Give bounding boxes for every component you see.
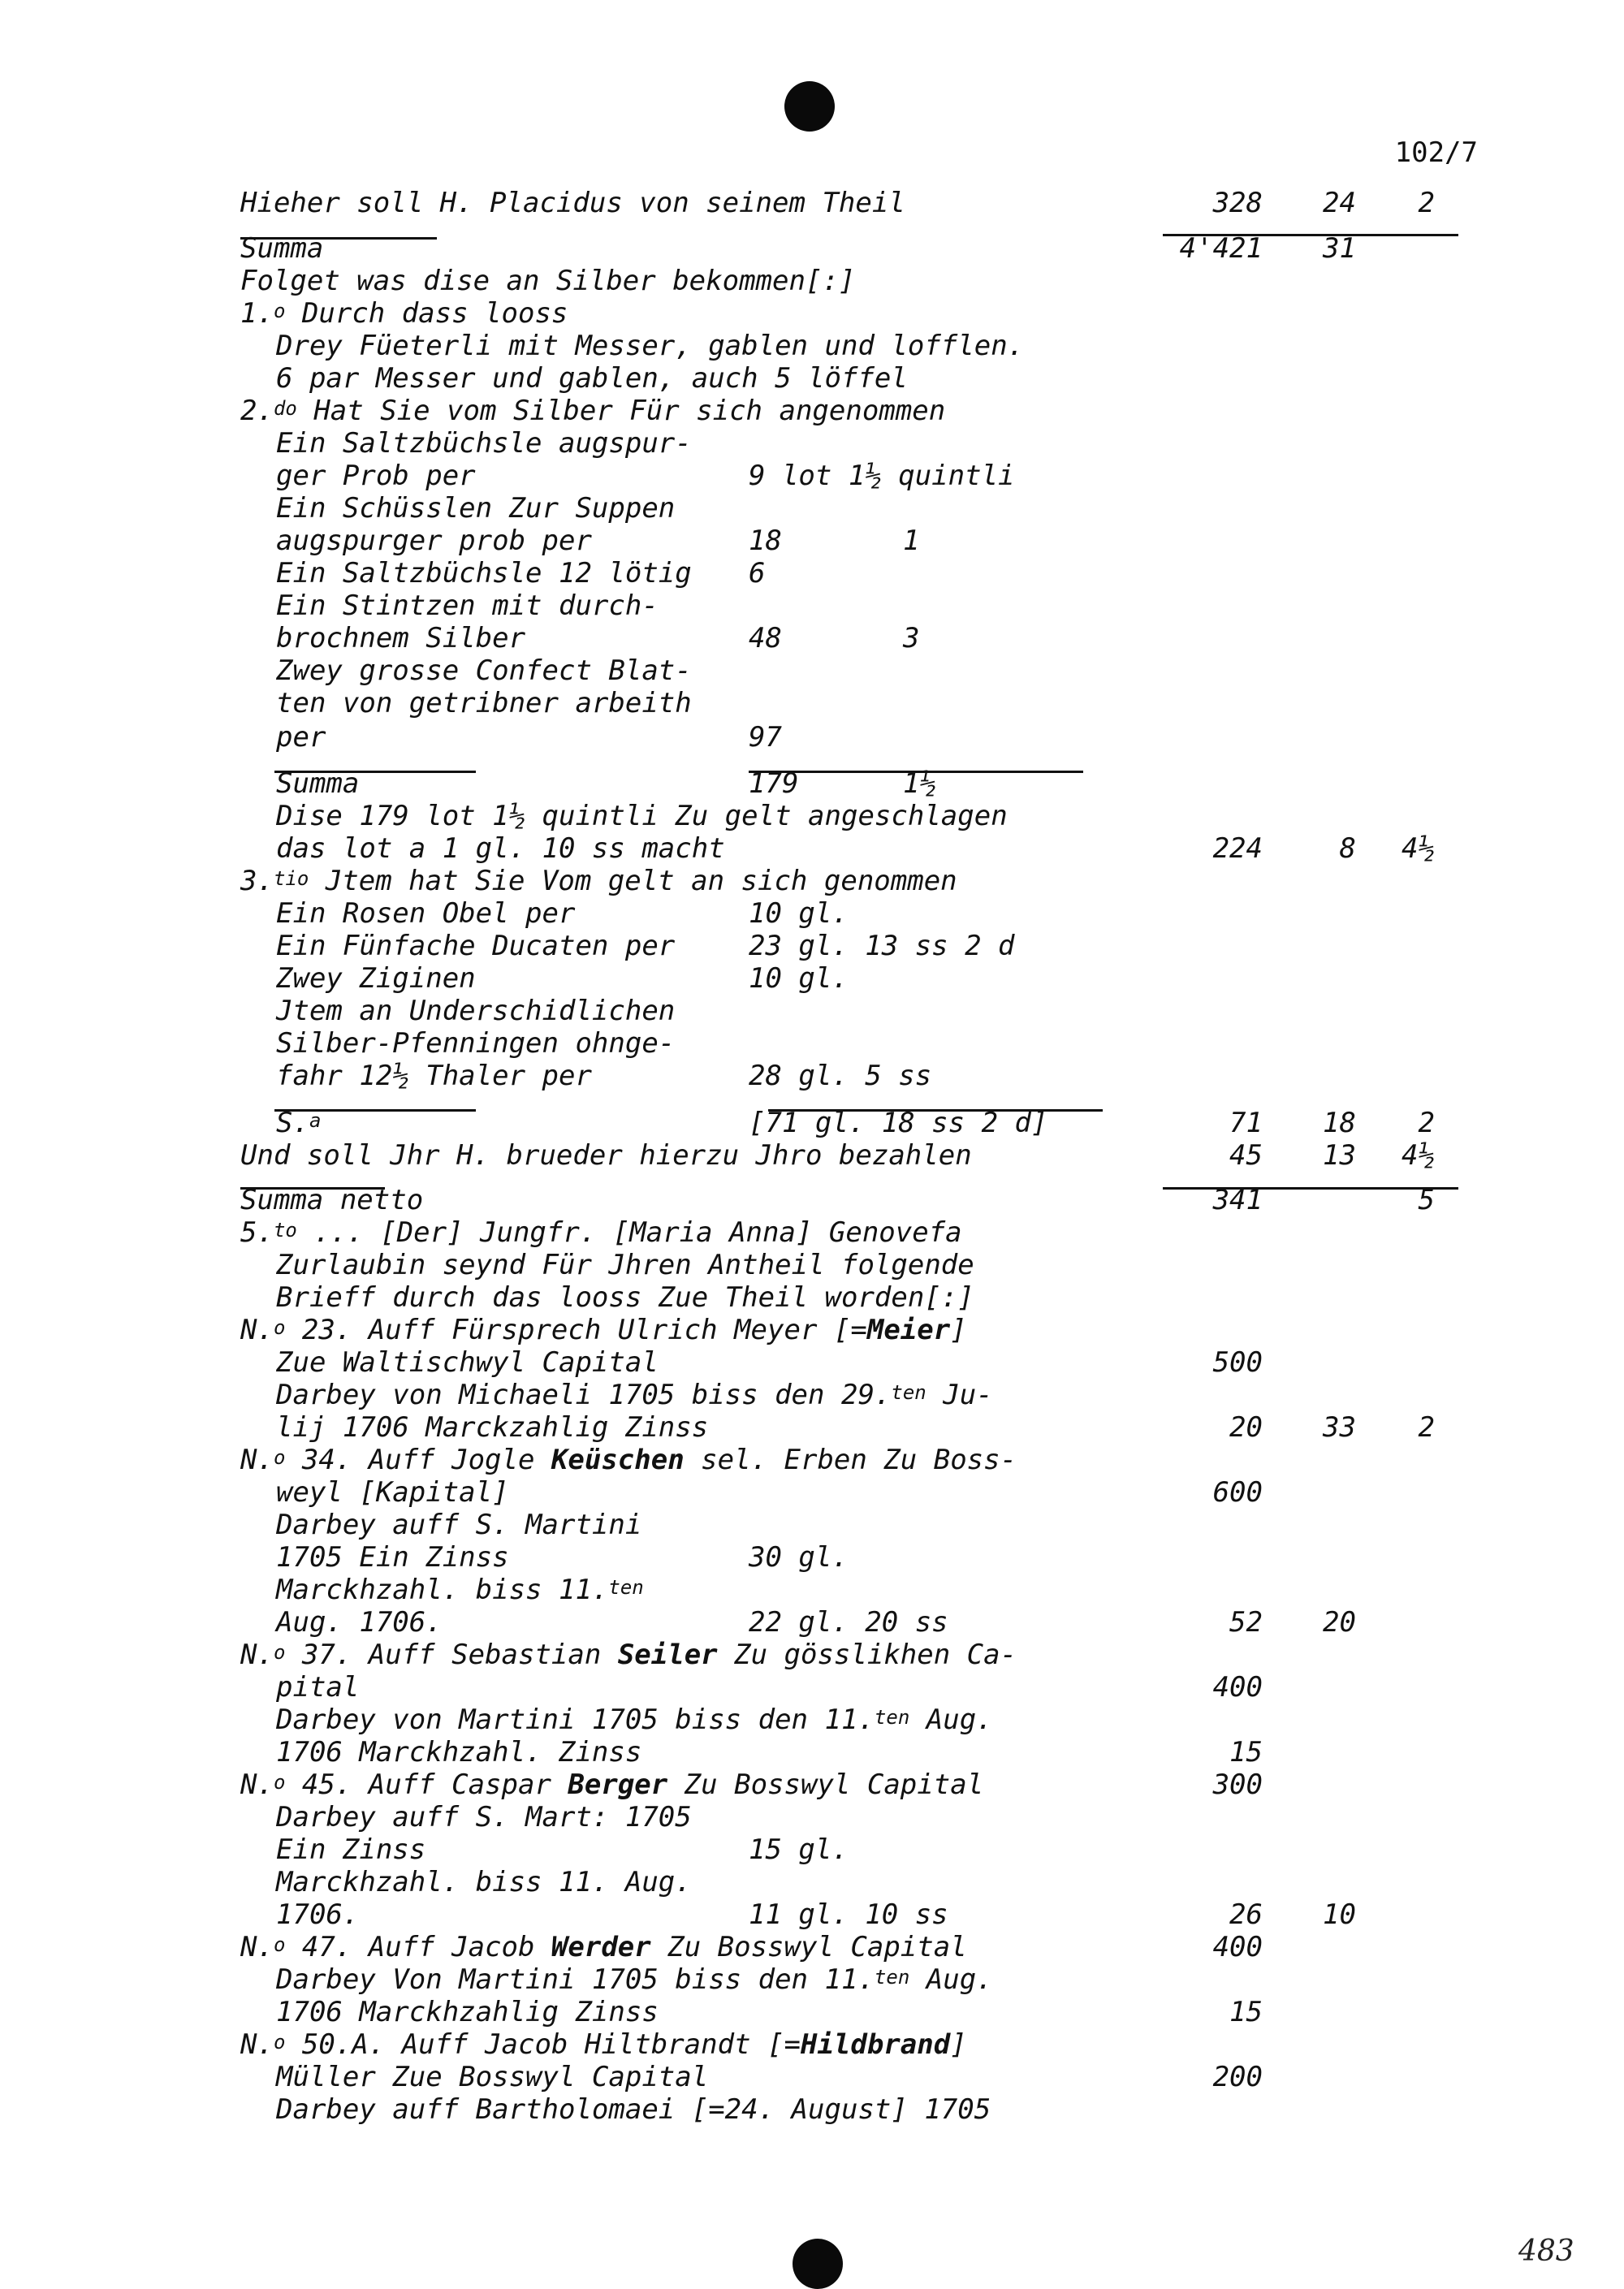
text-segment: 1706 Marckhzahlig Zinss <box>276 1996 659 2028</box>
text-segment: N. <box>240 2028 274 2061</box>
line-text <box>276 1574 644 1606</box>
line-text <box>240 395 945 427</box>
text-segment: Summa <box>240 232 324 265</box>
line-text <box>276 2093 991 2126</box>
text-segment: Jtem hat Sie Vom gelt an sich genommen <box>309 865 957 897</box>
text-segment: 5. <box>240 1216 274 1249</box>
ledger-line <box>0 427 1624 460</box>
ledger-line <box>0 1704 1624 1736</box>
superscript: a <box>309 1109 322 1132</box>
amount-gulden: 400 <box>1212 1671 1263 1704</box>
ledger-line <box>0 1411 1624 1444</box>
text-segment: Ein Saltzbüchsle 12 lötig <box>276 557 692 590</box>
text-segment: Darbey auff S. Martini <box>276 1509 642 1541</box>
superscript: o <box>273 2031 286 2054</box>
text-segment: lij 1706 Marckzahlig Zinss <box>276 1411 709 1444</box>
ledger-line <box>0 1574 1624 1606</box>
sub-amount: 48 <box>749 622 782 654</box>
text-segment: Ein Fünfache Ducaten per <box>276 930 676 962</box>
ledger-line <box>0 654 1624 687</box>
superscript: ten <box>874 1966 910 1989</box>
line-text <box>276 2061 708 2093</box>
text-segment: 23. Auff Fürsprech Ulrich Meyer [= <box>285 1314 867 1346</box>
amount-gulden: 328 <box>1212 187 1263 219</box>
text-segment: das lot a 1 gl. 10 ss macht <box>276 832 725 865</box>
sub-amount: 23 gl. 13 ss 2 d <box>749 930 1015 962</box>
superscript: ten <box>874 1706 910 1729</box>
sub-amount: 22 gl. 20 ss <box>749 1606 948 1639</box>
sub-amount: 11 gl. 10 ss <box>749 1898 948 1931</box>
text-segment: Darbey auff Bartholomaei [=24. August] 1705 <box>276 2093 991 2126</box>
text-segment: brochnem Silber <box>276 622 526 654</box>
amount-gulden: 20 <box>1229 1411 1263 1444</box>
ledger-line <box>0 1931 1624 1963</box>
text-segment: Zurlaubin seynd Für Jhren Antheil folgende <box>276 1249 974 1281</box>
line-text <box>276 995 675 1027</box>
ledger-line <box>0 1060 1624 1092</box>
text-segment: ger Prob per <box>276 460 476 492</box>
text-segment: weyl [Kapital] <box>276 1476 509 1509</box>
text-segment: 34. Auff Jogle <box>285 1444 551 1476</box>
text-segment: N. <box>240 1444 274 1476</box>
superscript: o <box>273 1771 286 1794</box>
bold-name: Keüschen <box>551 1444 685 1476</box>
sum-rule-silver <box>749 771 1083 773</box>
superscript: o <box>273 300 286 322</box>
superscript: o <box>273 1316 286 1339</box>
text-segment: Aug. <box>909 1963 993 1996</box>
bold-name: Meier <box>866 1314 951 1346</box>
text-segment: Dise 179 lot 1½ quintli Zu gelt angeschlagen <box>276 800 1008 832</box>
line-text <box>276 622 525 654</box>
sub-amount: 30 gl. <box>749 1541 849 1574</box>
ledger-line <box>0 995 1624 1027</box>
amount-denar: 4½ <box>1402 1139 1435 1172</box>
text-segment: Ein Rosen Obel per <box>276 897 576 930</box>
text-segment: ... [Der] Jungfr. [Maria Anna] Genovefa <box>296 1216 962 1249</box>
underline-und-soll <box>240 1187 385 1190</box>
line-text <box>276 930 675 962</box>
text-segment: Darbey von Martini 1705 biss den 11. <box>276 1704 875 1736</box>
text-segment: Marckhzahl. biss 11. Aug. <box>276 1866 692 1898</box>
text-segment: 1705 Ein Zinss <box>276 1541 509 1574</box>
ledger-line <box>0 1898 1624 1931</box>
line-text <box>276 1801 692 1833</box>
sub-amount: 9 lot 1½ quintli <box>749 460 1015 492</box>
bold-name: Werder <box>551 1931 651 1963</box>
ledger-line <box>0 1866 1624 1898</box>
text-segment: ] <box>950 2028 967 2061</box>
ledger-line <box>0 1769 1624 1801</box>
ledger-line <box>0 1541 1624 1574</box>
text-segment: pital <box>276 1671 360 1704</box>
line-text <box>276 1281 974 1314</box>
amount-schilling: 8 <box>1339 832 1356 865</box>
ledger-line <box>0 395 1624 427</box>
text-segment: Ein Saltzbüchsle augspur- <box>276 427 692 460</box>
line-text <box>240 2028 967 2061</box>
superscript: o <box>273 1641 286 1664</box>
ledger-line <box>0 1027 1624 1060</box>
superscript: to <box>273 1219 297 1242</box>
text-segment: Zu Bosswyl Capital <box>667 1769 984 1801</box>
text-segment: 3. <box>240 865 274 897</box>
amount-gulden: 400 <box>1212 1931 1263 1963</box>
line-text <box>276 800 1008 832</box>
ledger-line <box>0 865 1624 897</box>
line-text <box>276 1671 359 1704</box>
amount-gulden: 4'421 <box>1179 232 1263 265</box>
text-segment: Folget was dise an Silber bekommen[:] <box>240 265 856 297</box>
line-text <box>240 865 957 897</box>
ledger-line <box>0 1639 1624 1671</box>
amount-gulden: 52 <box>1229 1606 1263 1639</box>
line-text <box>276 1996 659 2028</box>
text-segment: ] <box>950 1314 967 1346</box>
line-text <box>276 832 725 865</box>
text-segment: Aug. <box>909 1704 993 1736</box>
sub-amount: 97 <box>749 721 782 754</box>
superscript: o <box>273 1446 286 1469</box>
sub-amount: 179 <box>749 767 799 800</box>
ledger-line <box>0 1314 1624 1346</box>
line-text <box>276 590 659 622</box>
amount-schilling: 10 <box>1323 1898 1356 1931</box>
text-segment: 50.A. Auff Jacob Hiltbrandt [= <box>285 2028 801 2061</box>
amount-gulden: 15 <box>1229 1996 1263 2028</box>
sub-quintli: 1 <box>903 525 920 557</box>
amount-denar: 2 <box>1418 187 1435 219</box>
line-text <box>276 721 326 754</box>
text-segment: N. <box>240 1639 274 1671</box>
text-segment: Durch dass looss <box>285 297 568 330</box>
ledger-line <box>0 2061 1624 2093</box>
amount-schilling: 18 <box>1323 1107 1356 1139</box>
text-segment: per <box>276 721 326 754</box>
ledger-line <box>0 330 1624 362</box>
line-text <box>276 1541 509 1574</box>
bold-name: Berger <box>568 1769 668 1801</box>
ledger-line <box>0 1379 1624 1411</box>
text-segment: Summa <box>276 767 360 800</box>
column-rule-netto <box>1163 1187 1458 1190</box>
ledger-line <box>0 187 1624 219</box>
text-segment: Darbey Von Martini 1705 biss den 11. <box>276 1963 875 1996</box>
amount-gulden: 600 <box>1212 1476 1263 1509</box>
ledger-line <box>0 2028 1624 2061</box>
text-segment: Hieher soll H. Placidus von seinem Theil <box>240 187 905 219</box>
ledger-line <box>0 721 1624 754</box>
sub-amount: [71 gl. 18 ss 2 d] <box>749 1107 1048 1139</box>
text-segment: ten von getribner arbeith <box>276 687 692 719</box>
text-segment: Marckhzahl. biss 11. <box>276 1574 609 1606</box>
text-segment: 6 par Messer und gablen, auch 5 löffel <box>276 362 908 395</box>
text-segment: 1706. <box>276 1898 360 1931</box>
ledger-line <box>0 1444 1624 1476</box>
text-segment: Ein Schüsslen Zur Suppen <box>276 492 676 525</box>
ledger-line <box>0 362 1624 395</box>
sub-quintli: 3 <box>903 622 920 654</box>
text-segment: N. <box>240 1769 274 1801</box>
line-text <box>276 557 692 590</box>
line-text <box>276 1606 443 1639</box>
ledger-line <box>0 1606 1624 1639</box>
text-segment: 1706 Marckhzahl. Zinss <box>276 1736 642 1769</box>
superscript: o <box>273 1933 286 1956</box>
superscript: tio <box>273 867 309 890</box>
text-segment: Darbey auff S. Mart: 1705 <box>276 1801 692 1833</box>
amount-denar: 5 <box>1418 1184 1435 1216</box>
text-segment: N. <box>240 1314 274 1346</box>
amount-gulden: 500 <box>1212 1346 1263 1379</box>
superscript: do <box>273 397 297 420</box>
text-segment: Ein Stintzen mit durch- <box>276 590 659 622</box>
ledger-line <box>0 897 1624 930</box>
sub-amount: 10 gl. <box>749 897 849 930</box>
line-text <box>240 1139 972 1172</box>
line-text <box>240 187 905 219</box>
line-text <box>276 1963 993 1996</box>
line-text <box>240 1444 1017 1476</box>
page-number: 102/7 <box>1394 136 1478 169</box>
ledger-line <box>0 622 1624 654</box>
amount-gulden: 224 <box>1212 832 1263 865</box>
ledger-line <box>0 930 1624 962</box>
amount-gulden: 71 <box>1229 1107 1263 1139</box>
ledger-line <box>0 1996 1624 2028</box>
column-rule-top <box>1163 234 1458 236</box>
ledger-line <box>0 1509 1624 1541</box>
line-text <box>276 1866 692 1898</box>
amount-gulden: 300 <box>1212 1769 1263 1801</box>
text-segment: Zu Bosswyl Capital <box>650 1931 967 1963</box>
line-text <box>276 1704 993 1736</box>
ledger-line <box>0 832 1624 865</box>
ledger-line <box>0 687 1624 719</box>
line-text <box>276 1833 425 1866</box>
text-segment: Müller Zue Bosswyl Capital <box>276 2061 709 2093</box>
text-segment: fahr 12½ Thaler per <box>276 1060 592 1092</box>
text-segment: 37. Auff Sebastian <box>285 1639 618 1671</box>
text-segment: Zue Waltischwyl Capital <box>276 1346 659 1379</box>
text-segment: Brieff durch das looss Zue Theil worden[:] <box>276 1281 974 1314</box>
line-text <box>276 427 692 460</box>
line-text <box>240 1216 962 1249</box>
text-segment: Silber-Pfenningen ohnge- <box>276 1027 676 1060</box>
ledger-line <box>0 1801 1624 1833</box>
amount-schilling: 24 <box>1323 187 1356 219</box>
amount-gulden: 26 <box>1229 1898 1263 1931</box>
ledger-line <box>0 557 1624 590</box>
ledger-line <box>0 525 1624 557</box>
line-text <box>240 1639 1017 1671</box>
ledger-line <box>0 1671 1624 1704</box>
text-segment: Drey Füeterli mit Messer, gablen und lofflen. <box>276 330 1025 362</box>
text-segment: Darbey von Michaeli 1705 biss den 29. <box>276 1379 892 1411</box>
ledger-line <box>0 297 1624 330</box>
sub-amount: 18 <box>749 525 782 557</box>
ledger-line <box>0 1249 1624 1281</box>
ledger-line <box>0 800 1624 832</box>
ledger-line <box>0 1139 1624 1172</box>
line-text <box>240 265 855 297</box>
sub-amount: 10 gl. <box>749 962 849 995</box>
text-segment: 47. Auff Jacob <box>285 1931 551 1963</box>
text-segment: Zu gösslikhen Ca- <box>717 1639 1017 1671</box>
ledger-line <box>0 1963 1624 1996</box>
text-segment: Und soll Jhr H. brueder hierzu Jhro bezahlen <box>240 1139 972 1172</box>
superscript: ten <box>891 1381 926 1404</box>
text-segment: Hat Sie vom Silber Für sich angenommen <box>296 395 946 427</box>
underline-per <box>274 771 476 773</box>
ledger-line <box>0 1346 1624 1379</box>
sub-amount: 6 <box>749 557 766 590</box>
amount-gulden: 15 <box>1229 1736 1263 1769</box>
sub-quintli: 1½ <box>903 767 936 800</box>
line-text <box>276 1249 974 1281</box>
amount-denar: 2 <box>1418 1411 1435 1444</box>
line-text <box>240 1314 967 1346</box>
line-text <box>240 1769 983 1801</box>
text-segment: Zwey grosse Confect Blat- <box>276 654 692 687</box>
ledger-line <box>0 460 1624 492</box>
line-text <box>276 492 675 525</box>
line-text <box>276 1411 708 1444</box>
line-text <box>276 330 1024 362</box>
ledger-line <box>0 1107 1624 1139</box>
ledger-line <box>0 1281 1624 1314</box>
text-segment: Ein Zinss <box>276 1833 426 1866</box>
amount-gulden: 341 <box>1212 1184 1263 1216</box>
superscript: ten <box>608 1576 644 1599</box>
text-segment: S. <box>276 1107 309 1139</box>
ledger-line <box>0 1736 1624 1769</box>
line-text <box>276 654 692 687</box>
ledger-line <box>0 1833 1624 1866</box>
sub-amount: 15 gl. <box>749 1833 849 1866</box>
line-text <box>276 962 476 995</box>
line-text <box>240 1931 967 1963</box>
text-segment: Aug. 1706. <box>276 1606 443 1639</box>
underline-fahr <box>274 1109 476 1112</box>
bold-name: Hildbrand <box>800 2028 951 2061</box>
text-segment: 1. <box>240 297 274 330</box>
line-text <box>276 1027 675 1060</box>
line-text <box>240 297 568 330</box>
text-segment: sel. Erben Zu Boss- <box>684 1444 1017 1476</box>
ledger-line <box>0 962 1624 995</box>
amount-schilling: 13 <box>1323 1139 1356 1172</box>
text-segment: 2. <box>240 395 274 427</box>
sum-rule-coins <box>768 1109 1103 1112</box>
text-segment: Ju- <box>926 1379 993 1411</box>
line-text <box>276 1107 321 1139</box>
line-text <box>276 1379 993 1411</box>
text-segment: augspurger prob per <box>276 525 592 557</box>
line-text <box>276 1509 641 1541</box>
amount-schilling: 31 <box>1323 232 1356 265</box>
ledger-line <box>0 1476 1624 1509</box>
ledger-line <box>0 590 1624 622</box>
ledger-line <box>0 492 1624 525</box>
underline-hieher-soll <box>240 237 437 240</box>
line-text <box>276 1346 659 1379</box>
line-text <box>276 1736 641 1769</box>
text-segment: Jtem an Underschidlichen <box>276 995 676 1027</box>
sub-amount: 28 gl. 5 ss <box>749 1060 932 1092</box>
amount-denar: 2 <box>1418 1107 1435 1139</box>
line-text <box>276 1476 509 1509</box>
amount-denar: 4½ <box>1402 832 1435 865</box>
line-text <box>276 897 575 930</box>
amount-schilling: 33 <box>1323 1411 1356 1444</box>
ledger-line <box>0 1216 1624 1249</box>
text-segment: Summa netto <box>240 1184 424 1216</box>
bold-name: Seiler <box>617 1639 718 1671</box>
line-text <box>276 460 476 492</box>
handwritten-folio-number: 483 <box>1518 2235 1574 2268</box>
amount-gulden: 200 <box>1212 2061 1263 2093</box>
amount-gulden: 45 <box>1229 1139 1263 1172</box>
amount-schilling: 20 <box>1323 1606 1356 1639</box>
text-segment: N. <box>240 1931 274 1963</box>
text-segment: Zwey Ziginen <box>276 962 476 995</box>
ledger-line <box>0 265 1624 297</box>
text-segment: 45. Auff Caspar <box>285 1769 568 1801</box>
punch-hole-top <box>784 81 835 132</box>
line-text <box>276 687 692 719</box>
punch-hole-bottom <box>793 2239 843 2289</box>
line-text <box>276 1898 359 1931</box>
line-text <box>276 362 908 395</box>
line-text <box>276 1060 592 1092</box>
line-text <box>276 525 592 557</box>
ledger-line <box>0 2093 1624 2126</box>
